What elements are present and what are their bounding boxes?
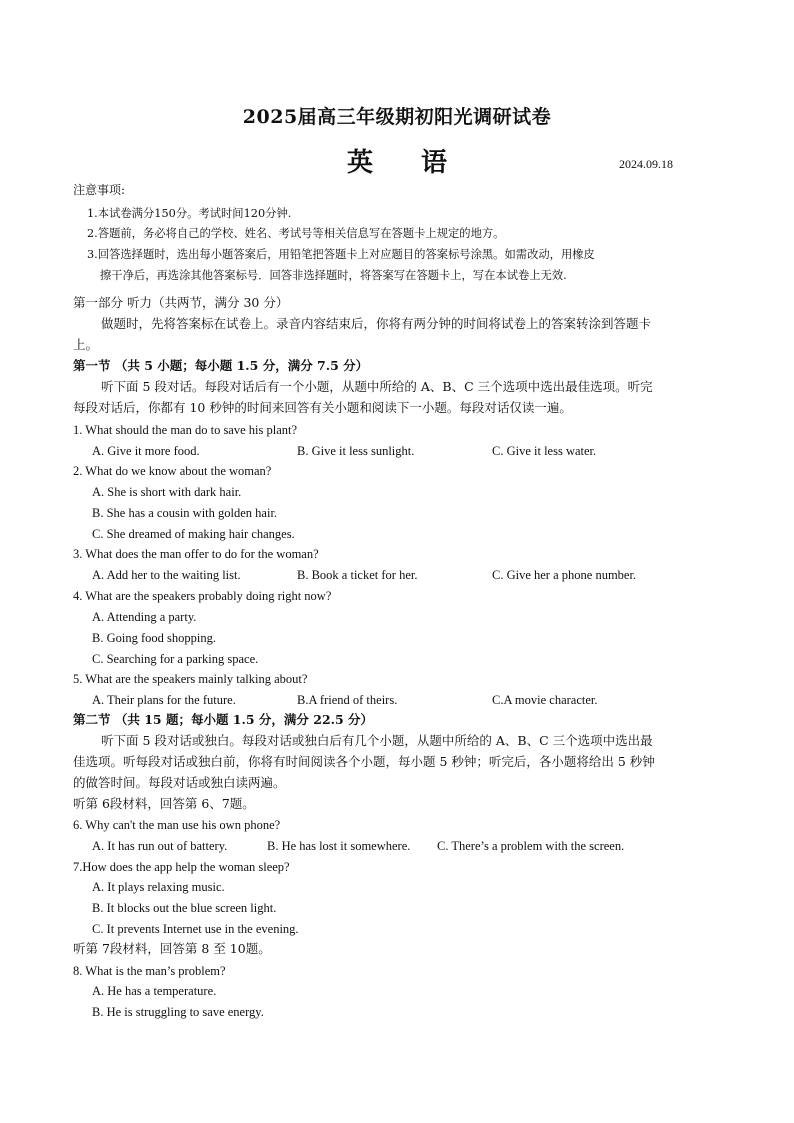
q3-option-c: C. Give her a phone number. <box>492 568 637 582</box>
section2-instruction-line-3: 的做答时间。每段对话或独白读两遍。 <box>73 775 286 790</box>
material-7-heading: 听第 7段材料，回答第 8 至 10题。 <box>73 941 271 956</box>
q2-option-b: B. She has a cousin with golden hair. <box>92 506 278 520</box>
question-5: 5. What are the speakers mainly talking about? <box>73 672 308 686</box>
exam-title: 2025届高三年级期初阳光调研试卷 <box>242 106 552 128</box>
q4-option-b: B. Going food shopping. <box>92 631 216 645</box>
notes-item-3-line-1: 3.回答选择题时，选出每小题答案后，用铅笔把答题卡上对应题目的答案标号涂黑。如需改动，用橡皮 <box>87 248 595 261</box>
part1-instruction-line-1: 做题时，先将答案标在试卷上。录音内容结束后，你将有两分钟的时间将试卷上的答案转涂到答题卡 <box>101 316 652 331</box>
q1-option-a: A. Give it more food. <box>92 444 200 458</box>
q6-option-a: A. It has run out of battery. <box>92 839 228 853</box>
q6-option-b: B. He has lost it somewhere. <box>267 839 411 853</box>
q3-option-b: B. Book a ticket for her. <box>297 568 418 582</box>
q5-option-b: B.A friend of theirs. <box>297 693 398 707</box>
subject-title <box>0 142 794 179</box>
part1-heading: 第一部分 听力（共两节，满分 30 分） <box>73 295 289 310</box>
notes-heading: 注意事项: <box>73 183 126 197</box>
question-3: 3. What does the man offer to do for the woman? <box>73 547 319 561</box>
question-1: 1. What should the man do to save his plant? <box>73 423 298 437</box>
notes-item-2: 2.答题前，务必将自己的学校、姓名、考试号等相关信息写在答题卡上规定的地方。 <box>87 227 505 240</box>
q1-option-b: B. Give it less sunlight. <box>297 444 415 458</box>
q4-option-c: C. Searching for a parking space. <box>92 652 259 666</box>
question-2: 2. What do we know about the woman? <box>73 464 272 478</box>
q7-option-c: C. It prevents Internet use in the evening. <box>92 922 299 936</box>
q1-option-c: C. Give it less water. <box>492 444 597 458</box>
section1-instruction-line-1: 听下面 5 段对话。每段对话后有一个小题，从题中所给的 A、B、C 三个选项中选出最佳选项。听完 <box>101 379 653 394</box>
section2-instruction-line-2: 佳选项。听每段对话或独白前，你将有时间阅读各个小题，每小题 5 秒钟；听完后，各小题将给出 5 秒钟 <box>73 754 655 769</box>
q4-option-a: A. Attending a party. <box>92 610 197 624</box>
question-7: 7.How does the app help the woman sleep? <box>73 860 290 874</box>
q2-option-c: C. She dreamed of making hair changes. <box>92 527 295 541</box>
q8-option-a: A. He has a temperature. <box>92 984 217 998</box>
q5-option-a: A. Their plans for the future. <box>92 693 236 707</box>
subject-char-2: 语 <box>421 148 448 178</box>
question-8: 8. What is the man’s problem? <box>73 964 226 978</box>
q7-option-b: B. It blocks out the blue screen light. <box>92 901 277 915</box>
notes-item-3-line-2: 擦干净后，再选涂其他答案标号．回答非选择题时，将答案写在答题卡上，写在本试卷上无效. <box>100 269 567 282</box>
section2-heading: 第二节 （共 15 题；每小题 1.5 分，满分 22.5 分） <box>73 712 374 727</box>
section2-instruction-line-1: 听下面 5 段对话或独白。每段对话或独白后有几个小题，从题中所给的 A、B、C 三个选项中选出最 <box>101 733 653 748</box>
exam-date: 2024.09.18 <box>619 157 673 171</box>
q8-option-b: B. He is struggling to save energy. <box>92 1005 264 1019</box>
subject-char-1: 英 <box>346 148 373 178</box>
q5-option-c: C.A movie character. <box>492 693 598 707</box>
q2-option-a: A. She is short with dark hair. <box>92 485 242 499</box>
q7-option-a: A. It plays relaxing music. <box>92 880 225 894</box>
section1-heading: 第一节 （共 5 小题；每小题 1.5 分，满分 7.5 分） <box>73 358 369 373</box>
material-6-heading: 听第 6段材料，回答第 6、7题。 <box>73 796 255 811</box>
notes-item-1: 1.本试卷满分150分。考试时间120分钟. <box>87 207 292 220</box>
question-4: 4. What are the speakers probably doing right now? <box>73 589 332 603</box>
q3-option-a: A. Add her to the waiting list. <box>92 568 241 582</box>
question-6: 6. Why can't the man use his own phone? <box>73 818 281 832</box>
q6-option-c: C. There’s a problem with the screen. <box>437 839 625 853</box>
section1-instruction-line-2: 每段对话后，你都有 10 秒钟的时间来回答有关小题和阅读下一小题。每段对话仅读一遍。 <box>73 400 572 415</box>
part1-instruction-line-2: 上。 <box>73 337 99 352</box>
